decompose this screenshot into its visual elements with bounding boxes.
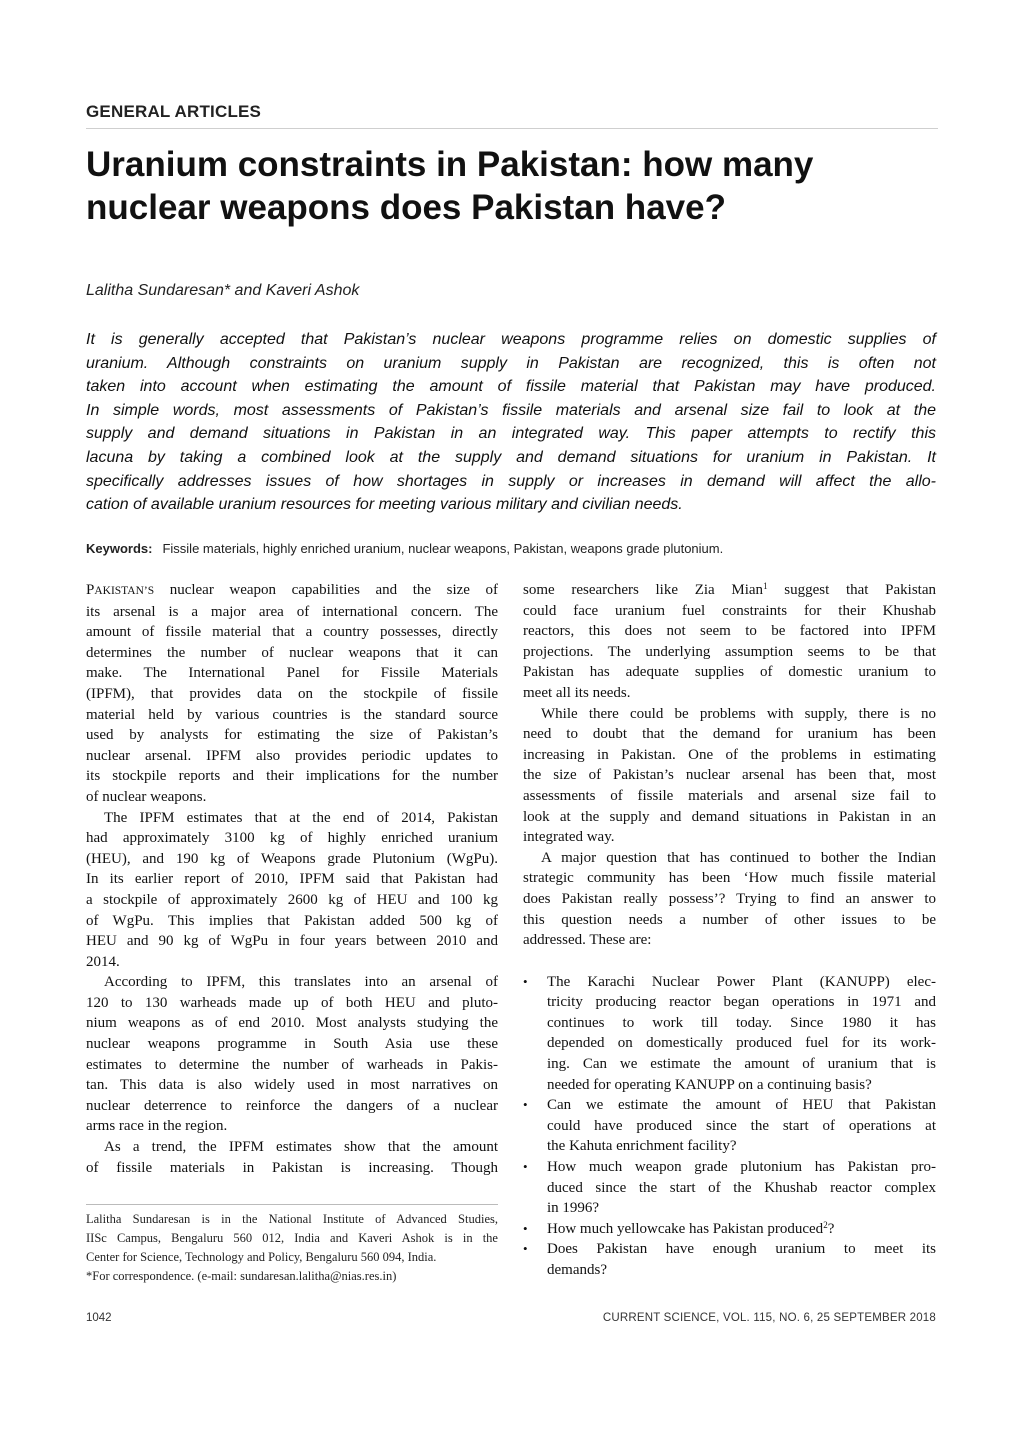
body-line: its arsenal is a major area of international concern. The [86,603,498,620]
list-line: tricity producing reactor began operations in 1971 and [547,994,936,1011]
footnote-line: IISc Campus, Bengaluru 560 012, India and Kaveri Ashok is in the [86,1231,498,1245]
abstract-line: cation of available uranium resources for meeting various military and civilian needs. [86,496,683,514]
body-line: used by analysts for estimating the size of Pakistan’s [86,727,498,744]
footnote-line: Center for Science, Technology and Policy, Bengaluru 560 094, India. [86,1250,437,1264]
right-column [523,580,936,1281]
list-item [523,1239,936,1280]
list-line: could have produced since the start of operations at [547,1117,936,1134]
abstract [86,328,936,517]
list-line: How much weapon grade plutonium has Pakistan pro- [547,1159,936,1176]
title-line: nuclear weapons does Pakistan have? [86,188,726,227]
body-line: addressed. These are: [523,932,652,949]
list-line: The Karachi Nuclear Power Plant (KANUPP) elec- [547,973,936,990]
correspondence-email: *For correspondence. (e-mail: sundaresan.lalitha@nias.res.in) [86,1269,397,1283]
bullet-icon: • [523,1241,528,1257]
keywords-label: Keywords: [86,541,153,556]
list-line: Does Pakistan have enough uranium to meet its [547,1241,936,1258]
body-line: A major question that has continued to bother the Indian [541,849,936,866]
abstract-line: uranium. Although constraints on uranium supply in Pakistan are recognized, this is often not [86,354,936,372]
body-line: of nuclear weapons. [86,788,207,805]
body-line: (IPFM), that provides data on the stockpile of fissile [86,685,498,702]
author-affiliation-footnote [86,1210,498,1286]
body-line: The IPFM estimates that at the end of 2014, Pakistan [104,809,498,826]
body-line: some researchers like Zia Mian$^1$ suggest that Pakistan [523,581,936,598]
body-line: projections. The underlying assumption seems to be that [523,643,936,660]
author-line: Lalitha Sundaresan* and Kaveri Ashok [86,282,360,299]
bullet-icon: • [523,973,528,989]
body-line: (HEU), and 190 kg of Weapons grade Plutonium (WgPu). [86,850,498,867]
body-line: reactors, this does not seem to be factored into IPFM [523,623,936,640]
body-line: of fissile materials in Pakistan is increasing. Though [86,1159,498,1176]
body-line: nuclear arsenal. IPFM also provides periodic updates to [86,747,498,764]
list-item [523,1219,936,1240]
journal-citation: CURRENT SCIENCE, VOL. 115, NO. 6, 25 SEPTEMBER 2018 [602,1312,936,1324]
body-line: amount of fissile material that a country possesses, directly [86,624,498,641]
body-line: While there could be problems with supply, there is no [541,705,936,722]
body-line: tan. This data is also widely used in most narratives on [86,1077,498,1094]
abstract-line: In simple words, most assessments of Pakistan’s fissile materials and arsenal size fail to look at the [86,401,936,419]
abstract-line: lacuna by taking a combined look at the supply and demand situations for uranium in Pakistan. It [86,448,936,466]
body-line: nium weapons as of end 2010. Most analysts studying the [86,1015,498,1032]
body-line: nuclear deterrence to reinforce the dangers of a nuclear [86,1097,498,1114]
list-line: depended on domestically produced fuel for its work- [547,1035,936,1052]
reference-marker: 2 [823,1219,828,1230]
body-line: the size of Pakistan’s nuclear arsenal has been that, most [523,767,936,784]
body-line: 120 to 130 warheads made up of both HEU and pluto- [86,994,498,1011]
list-line: the Kahuta enrichment facility? [547,1138,737,1155]
body-line: Pakistan has adequate supplies of domestic uranium to [523,664,936,681]
reference-marker: 1 [763,581,768,591]
body-line: could face uranium fuel constraints for their Khushab [523,602,936,619]
body-line: increasing in Pakistan. One of the problems in estimating [523,746,936,763]
abstract-line: specifically addresses issues of how shortages in supply or increases in demand will affect the allo- [86,472,936,490]
list-item [523,972,936,1096]
list-line: needed for operating KANUPP on a continuing basis? [547,1076,872,1093]
abstract-line: supply and demand situations in Pakistan in an integrated way. This paper attempts to rectify this [86,425,936,443]
list-line: in 1996? [547,1200,600,1217]
bullet-icon: • [523,1097,528,1113]
body-line: PAKISTAN’S nuclear weapon capabilities and the size of [86,582,498,598]
list-item [523,1095,936,1157]
body-line: In its earlier report of 2010, IPFM said that Pakistan had [86,871,498,888]
body-line: arms race in the region. [86,1118,228,1135]
section-divider [86,128,938,129]
body-line: make. The International Panel for Fissile Materials [86,665,498,682]
body-line: As a trend, the IPFM estimates show that the amount [104,1139,498,1156]
body-line: need to doubt that the demand for uranium has been [523,726,936,743]
body-line: this question needs a number of other issues to be [523,911,936,928]
body-line: meet all its needs. [523,684,631,701]
body-line: of WgPu. This implies that Pakistan added 500 kg of [86,912,498,929]
list-line: Can we estimate the amount of HEU that Pakistan [547,1097,936,1114]
body-line: determines the number of nuclear weapons that it can [86,644,498,661]
body-line: 2014. [86,953,120,970]
body-line: nuclear weapons programme in South Asia use these [86,1036,498,1053]
body-line: had approximately 3100 kg of highly enriched uranium [86,830,498,847]
list-line: demands? [547,1262,607,1278]
body-line: HEU and 90 kg of WgPu in four years between 2010 and [86,933,498,950]
body-line: assessments of fissile materials and arsenal size fail to [523,787,936,804]
footnote-line: Lalitha Sundaresan is in the National Institute of Advanced Studies, [86,1212,498,1226]
body-line: estimates to determine the number of warheads in Pakis- [86,1056,498,1073]
list-item [523,1157,936,1219]
bullet-icon: • [523,1159,528,1175]
body-line: look at the supply and demand situations in Pakistan in an [523,808,936,825]
bullet-icon: • [523,1220,528,1236]
list-line: How much yellowcake has Pakistan produced$^2$? [547,1219,835,1237]
body-line: a stockpile of approximately 2600 kg of HEU and 100 kg [86,891,498,908]
page-number: 1042 [86,1312,112,1324]
left-column [86,580,498,1178]
list-line: ing. Can we estimate the amount of uranium that is [547,1056,936,1073]
list-line: continues to work till today. Since 1980 it has [547,1014,936,1031]
footnote-divider [86,1204,498,1205]
body-line: integrated way. [523,829,615,846]
keywords [86,541,723,556]
keywords-text: Fissile materials, highly enriched uranium, nuclear weapons, Pakistan, weapons grade plutonium. [162,541,724,556]
article-title [86,143,946,229]
body-line: material held by various countries is the standard source [86,706,498,723]
abstract-line: taken into account when estimating the amount of fissile material that Pakistan may have produced. [86,378,936,396]
body-line: strategic community has been ‘How much fissile material [523,870,936,887]
abstract-line: It is generally accepted that Pakistan’s nuclear weapons programme relies on domestic supplies of [86,331,936,348]
section-label: GENERAL ARTICLES [86,102,262,121]
title-line: Uranium constraints in Pakistan: how many [86,145,814,184]
list-line: duced since the start of the Khushab reactor complex [547,1179,936,1196]
body-line: According to IPFM, this translates into an arsenal of [104,974,498,991]
body-line: its stockpile reports and their implications for the number [86,768,498,785]
body-line: does Pakistan really possess’? Trying to find an answer to [523,890,936,907]
